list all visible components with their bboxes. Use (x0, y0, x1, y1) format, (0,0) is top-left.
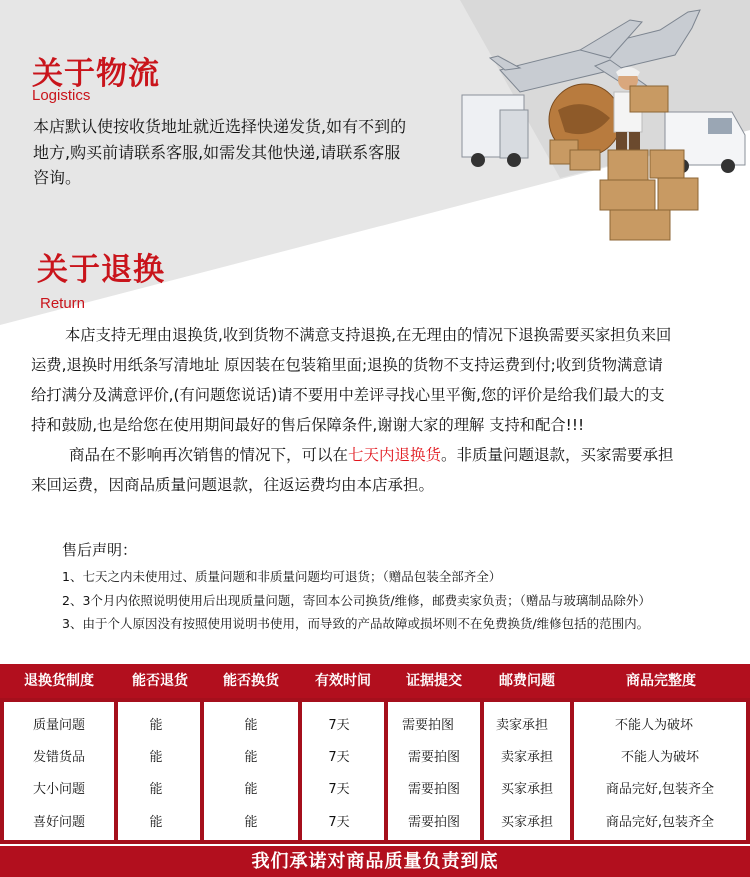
table-header-cell: 邮费问题 (499, 673, 555, 689)
declaration-item: 2、3个月内依照说明使用后出现质量问题，寄回本公司换货/维修，邮费卖家负责；（赠品与玻璃制品除外） (62, 593, 651, 608)
table-row: 喜好问题 (32, 815, 85, 830)
declaration-item: 1、七天之内未使用过、质量问题和非质量问题均可退货；（赠品包装全部齐全） (62, 569, 502, 584)
seven-day-highlight: 七天内退换货 (348, 446, 442, 464)
table-header-cell: 能否换货 (223, 673, 279, 689)
table-header-cell: 退换货制度 (24, 673, 94, 689)
declaration-item: 3、由于个人原因没有按照使用说明书使用，而导致的产品故障或损坏则不在免费换货/维修包括的范围内。 (62, 616, 650, 631)
table-header-cell: 有效时间 (315, 673, 371, 689)
logistics-subtitle: Logistics (32, 87, 91, 104)
table-row: 大小问题 (32, 782, 85, 797)
returns-policy: 商品在不影响再次销售的情况下，可以在七天内退换货。非质量问题退款，买家需要承担 来回运费，因商品质量问题退款，往返运费均由本店承担。 (31, 446, 674, 494)
table-header-cell: 证据提交 (406, 673, 462, 689)
logistics-illustration (460, 0, 750, 245)
declaration-title: 售后声明： (62, 541, 138, 559)
table-row: 质量问题 (32, 718, 85, 733)
table-header-cell: 商品完整度 (626, 673, 696, 689)
table-row: 发错货品 (32, 750, 85, 765)
logistics-title: 关于物流 (32, 56, 160, 92)
returns-title: 关于退换 (37, 252, 165, 288)
returns-subtitle: Return (40, 295, 86, 312)
logistics-text: 本店默认使按收货地址就近选择快递发货,如有不到的 地方,购买前请联系客服,如需发其他快递,请联系客服 咨询。 (33, 117, 407, 187)
table-header-cell: 能否退货 (132, 673, 188, 689)
returns-text: 本店支持无理由退换货,收到货物不满意支持退换,在无理由的情况下退换需要买家担负来回 运费,退换时用纸条写清地址 原因装在包装箱里面;退换的货物不支持运费到付;收到货物满意请 给打满分及满意评价,(有问题您说话)请不要用中差评寻找心里平衡,您的评价是给我们最大的支 持和鼓励,也是给您在使用期间最好的售后保障条件,谢谢大家的理解 支持和配合!!! (31, 326, 672, 434)
quality-promise-banner: 我们承诺对商品质量负责到底 (0, 846, 750, 877)
